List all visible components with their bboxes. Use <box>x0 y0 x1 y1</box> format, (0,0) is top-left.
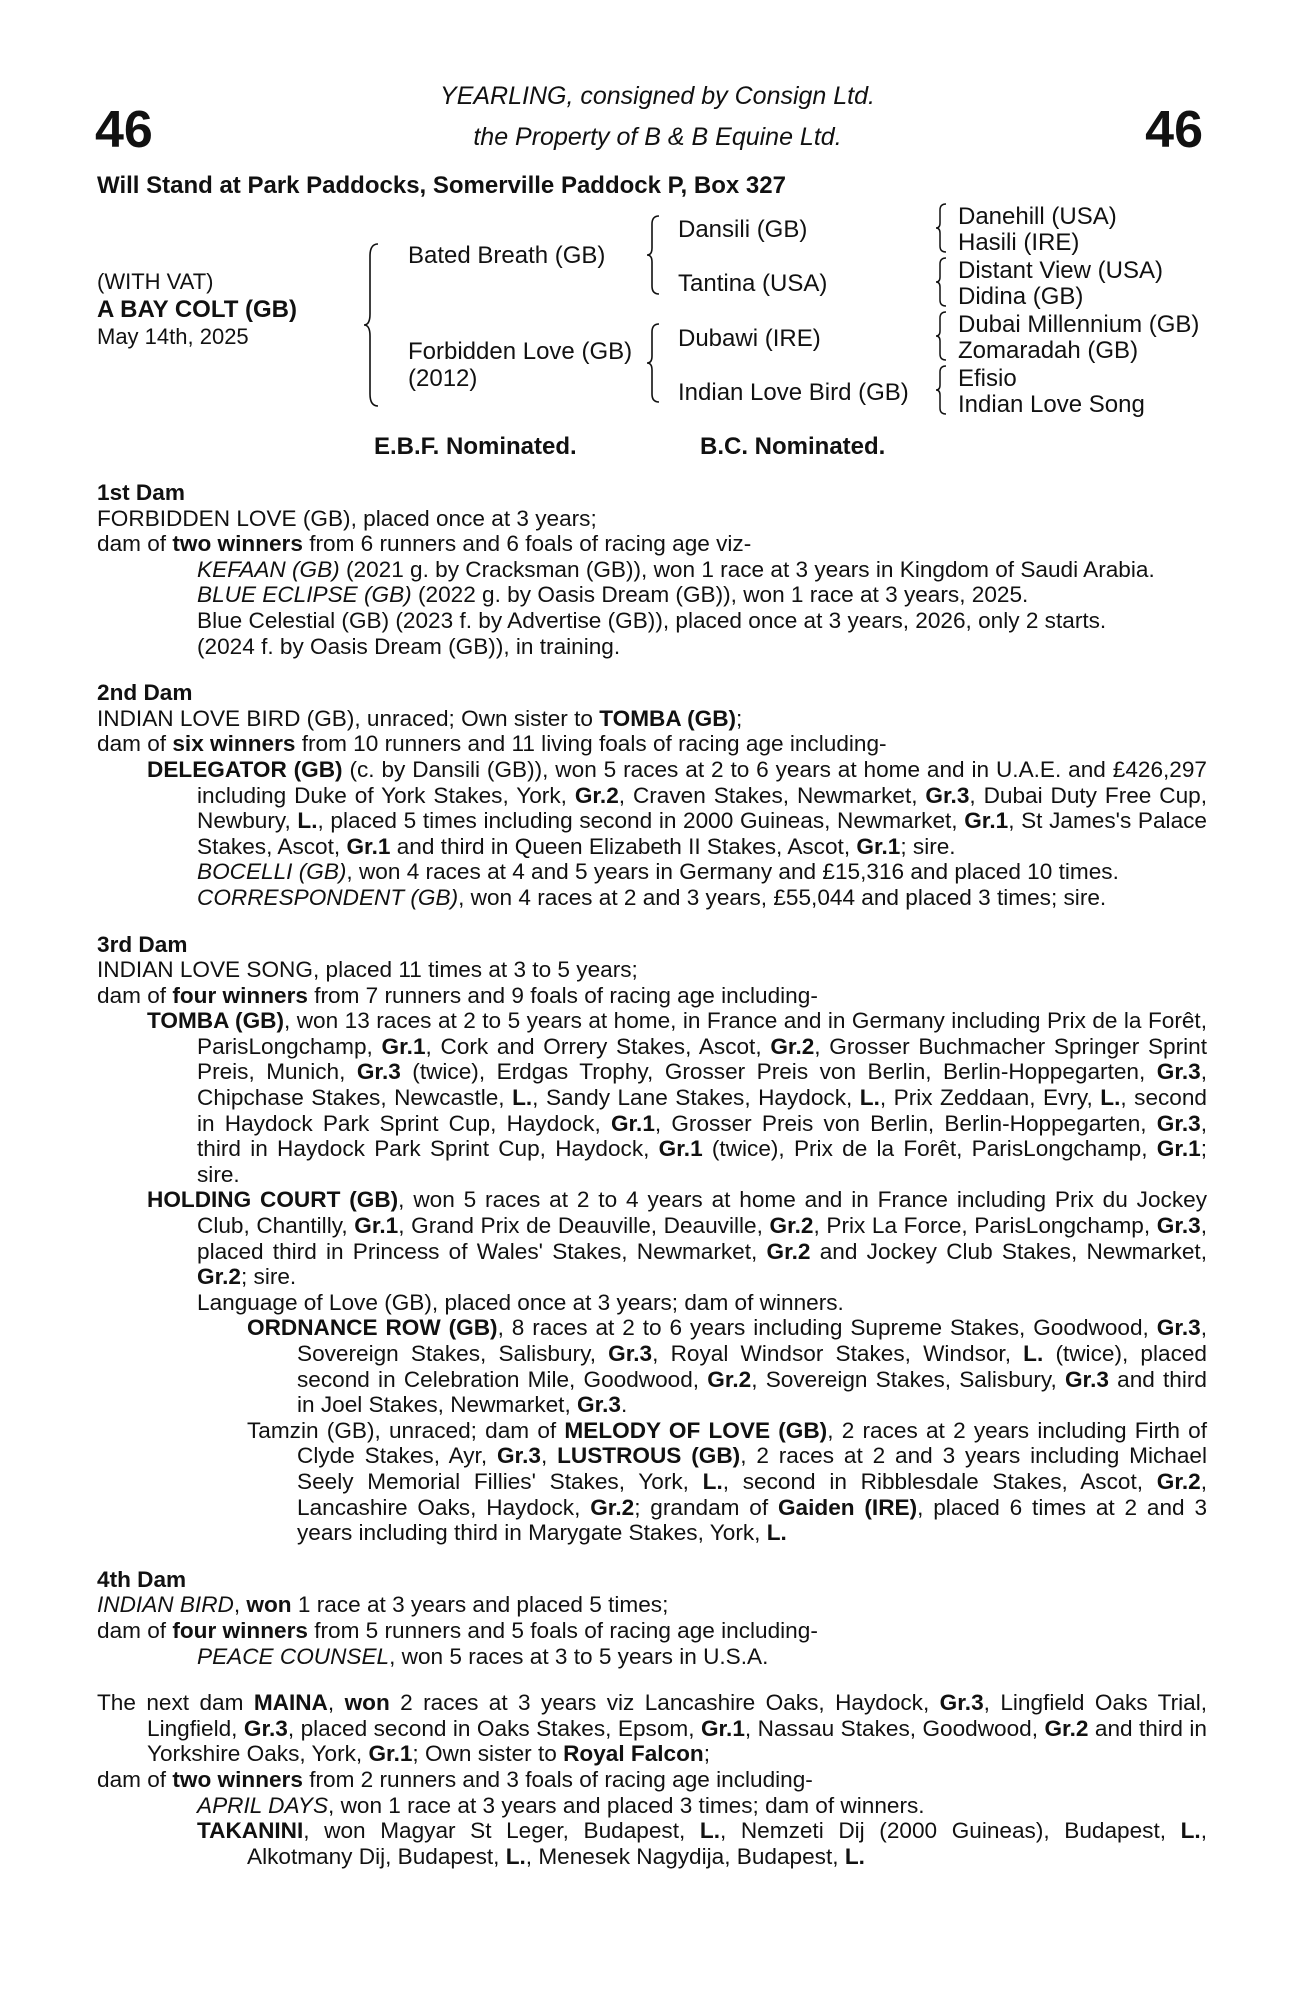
offspring-peace-counsel: PEACE COUNSEL, won 5 races at 3 to 5 years in U.S.A. <box>197 1643 769 1669</box>
pedigree-dam-sire: Dubawi (IRE) <box>678 325 821 352</box>
fourth-dam-produce-summary: dam of four winners from 5 runners and 5 foals of racing age including- <box>97 1617 818 1643</box>
lot-number-right: 46 <box>1145 101 1203 159</box>
pedigree-brace-sire <box>645 214 663 296</box>
offspring-tamzin: Tamzin (GB), unraced; dam of MELODY OF LOVE (GB), 2 races at 2 years including Firth of Clyde Stakes, Ayr, Gr.3, LUSTROUS (GB), 2 races at 2 and 3 years including Michael Seely Memorial Fillies' Stakes, York, L., second in Ribblesdale Stakes, Ascot, Gr.2, Lancashire Oaks, Haydock, Gr.2; grandam of Gaiden (IRE), placed 6 times at 2 and 3 years including third in Marygate Stakes, York, L. <box>247 1417 1208 1546</box>
offspring-bocelli: BOCELLI (GB), won 4 races at 4 and 5 years in Germany and £15,316 and placed 10 times. <box>197 859 1119 885</box>
offspring-correspondent: CORRESPONDENT (GB), won 4 races at 2 and 3 years, £55,044 and placed 3 times; sire. <box>197 884 1107 910</box>
first-dam-produce-summary: dam of two winners from 6 runners and 6 foals of racing age viz- <box>97 531 752 557</box>
pedigree-ssd: Hasili (IRE) <box>958 229 1080 256</box>
stand-location: Will Stand at Park Paddocks, Somerville Paddock P, Box 327 <box>97 172 786 199</box>
pedigree-dam: Forbidden Love (GB) <box>408 338 633 365</box>
offspring-language-of-love: Language of Love (GB), placed once at 3 years; dam of winners. <box>197 1289 844 1315</box>
offspring-delegator: DELEGATOR (GB) (c. by Dansili (GB)), won 5 races at 2 to 6 years at home and in U.A.E. and £426,297 including Duke of York Stakes, York, Gr.2, Craven Stakes, Newmarket, Gr.3, Dubai Duty Free Cup, Newbury, L., placed 5 times including second in 2000 Guineas, Newmarket, Gr.1, St James's Palace Stakes, Ascot, Gr.1 and third in Queen Elizabeth II Stakes, Ascot, Gr.1; sire. <box>147 756 1207 859</box>
first-dam-line: FORBIDDEN LOVE (GB), placed once at 3 years; <box>97 505 597 531</box>
pedigree-dss: Dubai Millennium (GB) <box>958 311 1200 338</box>
pedigree-dam-dam: Indian Love Bird (GB) <box>678 379 909 406</box>
property-line: the Property of B & B Equine Ltd. <box>473 123 842 151</box>
pedigree-sds: Distant View (USA) <box>958 257 1163 284</box>
pedigree-dsd: Zomaradah (GB) <box>958 337 1139 364</box>
second-dam-heading: 2nd Dam <box>97 680 193 706</box>
pedigree-brace-dam <box>645 322 663 404</box>
pedigree-sire-sire: Dansili (GB) <box>678 216 808 243</box>
pedigree-brace-sd <box>934 256 950 308</box>
pedigree-brace-ds <box>934 310 950 362</box>
offspring-kefaan: KEFAAN (GB) (2021 g. by Cracksman (GB)), won 1 race at 3 years in Kingdom of Saudi Arabia. <box>197 556 1155 582</box>
next-dam-produce-summary: dam of two winners from 2 runners and 3 foals of racing age including- <box>97 1766 813 1792</box>
pedigree-dam-year: (2012) <box>408 365 478 392</box>
section-gap <box>97 1669 1207 1690</box>
offspring-blue-eclipse: BLUE ECLIPSE (GB) (2022 g. by Oasis Dream (GB)), won 1 race at 3 years, 2025. <box>197 582 1029 608</box>
pedigree-dds: Efisio <box>958 365 1017 392</box>
pedigree-ddd: Indian Love Song <box>958 391 1145 418</box>
offspring-tomba: TOMBA (GB), won 13 races at 2 to 5 years at home, in France and in Germany including Prix de la Forêt, ParisLongchamp, Gr.1, Cork and Orrery Stakes, Ascot, Gr.2, Grosser Buchmacher Springer Sprint Preis, Munich, Gr.3 (twice), Erdgas Trophy, Grosser Preis von Berlin, Berlin-Hoppegarten, Gr.3, Chipchase Stakes, Newcastle, L., Sandy Lane Stakes, Haydock, L., Prix Zeddaan, Evry, L., second in Haydock Park Sprint Cup, Haydock, Gr.1, Grosser Preis von Berlin, Berlin-Hoppegarten, Gr.3, third in Haydock Park Sprint Cup, Haydock, Gr.1 (twice), Prix de la Forêt, ParisLongchamp, Gr.1; sire. <box>147 1008 1207 1187</box>
offspring-2024-filly: (2024 f. by Oasis Dream (GB)), in training. <box>197 633 621 659</box>
third-dam-produce-summary: dam of four winners from 7 runners and 9 foals of racing age including- <box>97 982 818 1008</box>
horse-name: A BAY COLT (GB) <box>97 296 298 323</box>
second-dam-produce-summary: dam of six winners from 10 runners and 11 living foals of racing age including- <box>97 731 887 757</box>
offspring-ordnance-row: ORDNANCE ROW (GB), 8 races at 2 to 6 years including Supreme Stakes, Goodwood, Gr.3, Sovereign Stakes, Salisbury, Gr.3, Royal Windsor Stakes, Windsor, L. (twice), placed second in Celebration Mile, Goodwood, Gr.2, Sovereign Stakes, Salisbury, Gr.3 and third in Joel Stakes, Newmarket, Gr.3. <box>247 1315 1207 1418</box>
ebf-nomination: E.B.F. Nominated. <box>374 433 577 460</box>
third-dam-heading: 3rd Dam <box>97 931 188 957</box>
lot-number-left: 46 <box>95 101 153 159</box>
pedigree-sire-dam: Tantina (USA) <box>678 270 828 297</box>
fourth-dam-line: INDIAN BIRD, won 1 race at 3 years and placed 5 times; <box>97 1592 669 1618</box>
pedigree-sire: Bated Breath (GB) <box>408 242 606 269</box>
third-dam-line: INDIAN LOVE SONG, placed 11 times at 3 to 5 years; <box>97 957 638 983</box>
pedigree-brace-dd <box>934 364 950 416</box>
produce-record <box>97 480 1207 1869</box>
offspring-holding-court: HOLDING COURT (GB), won 5 races at 2 to 4 years at home and in France including Prix du Jockey Club, Chantilly, Gr.1, Grand Prix de Deauville, Deauville, Gr.2, Prix La Force, ParisLongchamp, Gr.3, placed third in Princess of Wales' Stakes, Newmarket, Gr.2 and Jockey Club Stakes, Newmarket, Gr.2; sire. <box>147 1187 1208 1290</box>
pedigree-brace-main <box>362 242 382 408</box>
bc-nomination: B.C. Nominated. <box>700 433 886 460</box>
offspring-takanini: TAKANINI, won Magyar St Leger, Budapest, L., Nemzeti Dij (2000 Guineas), Budapest, L., Alkotmany Dij, Budapest, L., Menesek Nagydija, Budapest, L. <box>197 1818 1207 1869</box>
first-dam-heading: 1st Dam <box>97 480 185 505</box>
fourth-dam-heading: 4th Dam <box>97 1566 187 1592</box>
second-dam-line: INDIAN LOVE BIRD (GB), unraced; Own sister to TOMBA (GB); <box>97 705 743 731</box>
pedigree-sdd: Didina (GB) <box>958 283 1084 310</box>
foaling-date: May 14th, 2025 <box>97 324 249 349</box>
consignor-line: YEARLING, consigned by Consign Ltd. <box>440 82 875 110</box>
pedigree-brace-ss <box>934 202 950 254</box>
vat-note: (WITH VAT) <box>97 269 214 294</box>
offspring-blue-celestial: Blue Celestial (GB) (2023 f. by Advertise (GB)), placed once at 3 years, 2026, only 2 starts. <box>197 607 1107 633</box>
pedigree-sss: Danehill (USA) <box>958 203 1117 230</box>
next-dam-maina: The next dam MAINA, won 2 races at 3 years viz Lancashire Oaks, Haydock, Gr.3, Lingfield Oaks Trial, Lingfield, Gr.3, placed second in Oaks Stakes, Epsom, Gr.1, Nassau Stakes, Goodwood, Gr.2 and third in Yorkshire Oaks, York, Gr.1; Own sister to Royal Falcon; <box>97 1690 1208 1767</box>
offspring-april-days: APRIL DAYS, won 1 race at 3 years and placed 3 times; dam of winners. <box>197 1792 925 1818</box>
